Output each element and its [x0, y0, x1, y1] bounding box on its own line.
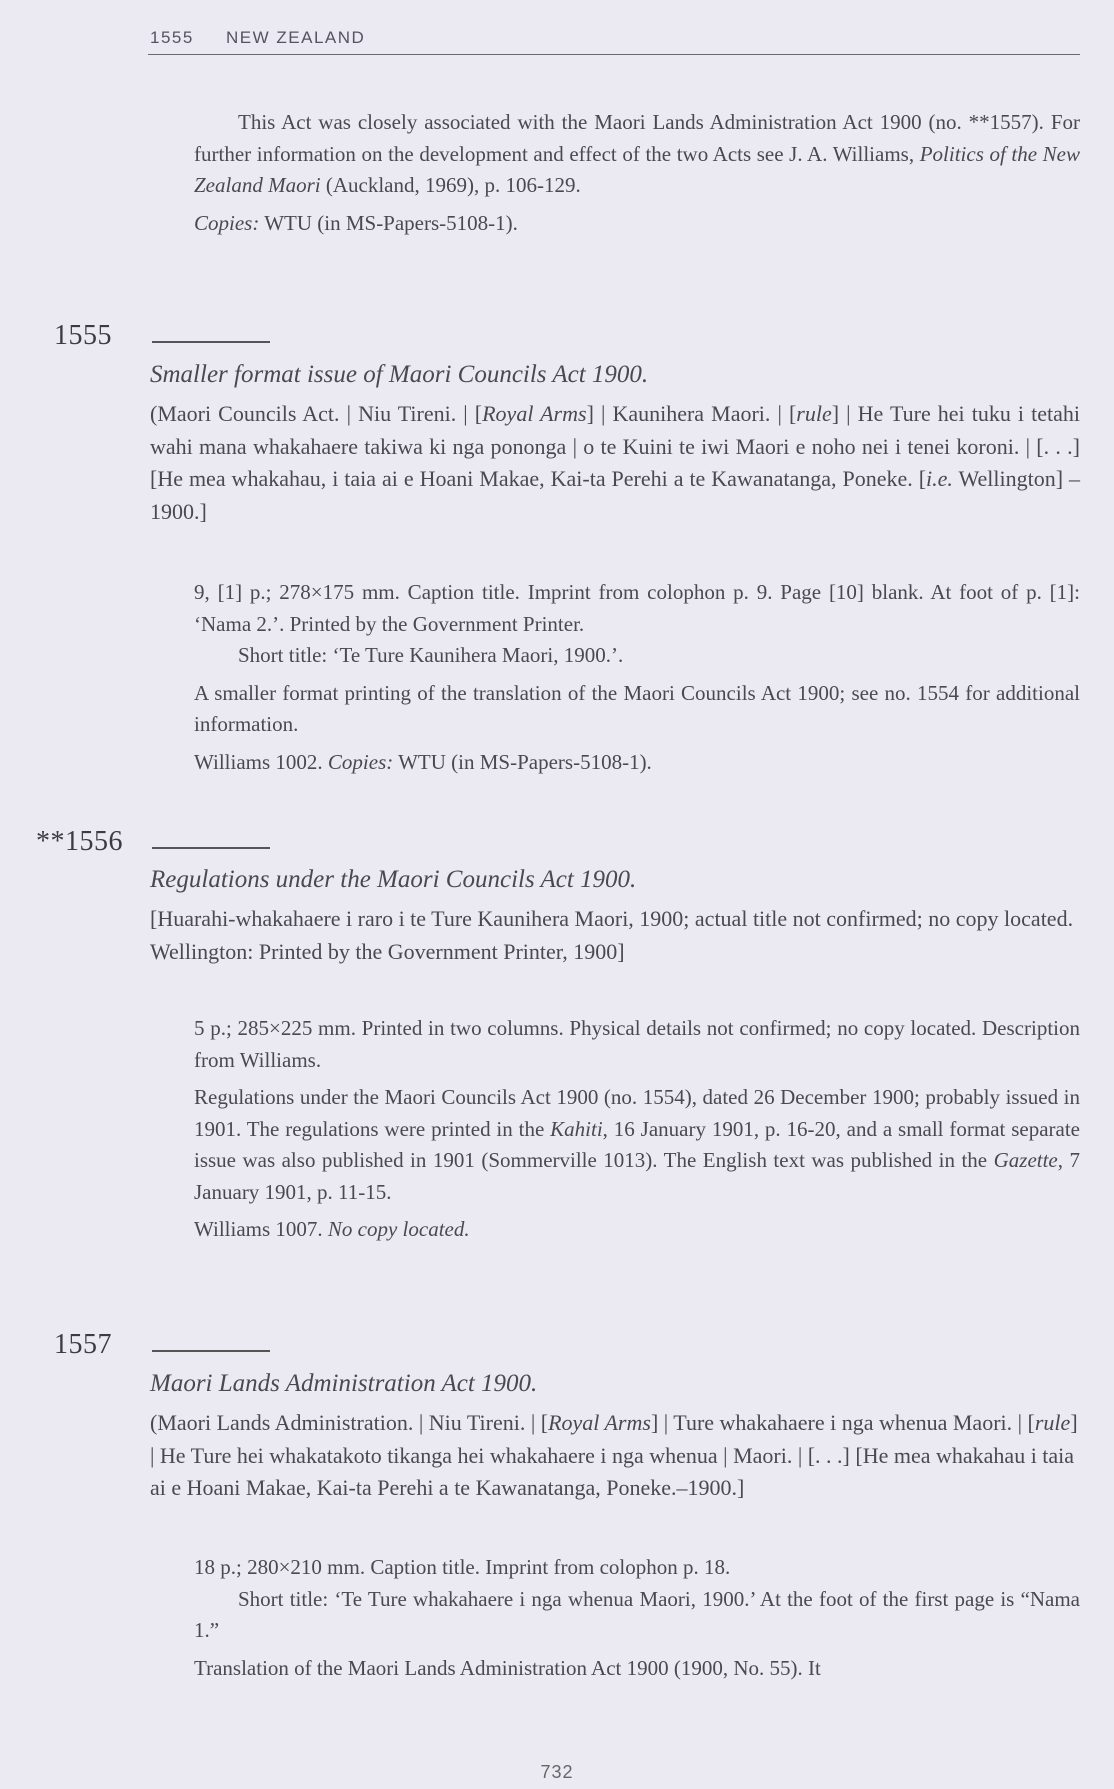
entry-rule: [152, 1350, 270, 1352]
header-section: NEW ZEALAND: [226, 28, 366, 47]
italic-run: Royal Arms: [548, 1410, 651, 1435]
text-run: (Auckland, 1969), p. 106-129.: [320, 173, 581, 197]
text-run: Williams 1002.: [194, 749, 328, 774]
italic-run: rule: [1034, 1410, 1071, 1435]
text-run: ] | He Ture hei whakatakoto tikanga hei whakahaere i nga whenua | Maori. | [. . .] [He mea whakahau i taia ai e Hoani Makae, Kai-ta Perehi a te Kawanatanga, Poneke.–1900.]: [150, 1410, 1078, 1500]
text-run: Wellington] –1900.]: [150, 466, 1080, 524]
entry-transcript: [150, 903, 1080, 968]
entry-details: [194, 1552, 1080, 1684]
italic-run: Copies:: [194, 210, 260, 235]
entry-transcript: [150, 398, 1080, 528]
intro-copies: [194, 208, 1080, 240]
text-run: This Act was closely associated with the Maori Lands Administration Act 1900 (no. **1557). For further information on the development and effect of the two Acts see J. A. Williams,: [194, 110, 1080, 166]
entry-refs: [194, 747, 1080, 779]
entry-details: [194, 1013, 1080, 1246]
italic-run: No copy located.: [327, 1217, 470, 1241]
text-run: ] | Ture whakahaere i nga whenua Maori. | [: [650, 1410, 1035, 1435]
entry-details: [194, 577, 1080, 778]
running-header: [148, 26, 1080, 55]
entry-title: Smaller format issue of Maori Councils Act 1900.: [150, 361, 649, 388]
italic-run: Royal Arms: [482, 401, 587, 426]
text-run: [Huarahi-whakahaere i raro i te Ture Kaunihera Maori, 1900; actual title not confirmed; no copy located. Wellington: Printed by the Government Printer, 1900]: [150, 906, 1074, 964]
entry-physical: 9, [1] p.; 278×175 mm. Caption title. Imprint from colophon p. 9. Page [10] blank. At foot of p. [1]: ‘Nama 2.’. Printed by the Government Printer.: [194, 580, 1080, 636]
text-run: ] | He Ture hei tuku i tetahi wahi mana whakahaere takiwa ki nga pononga | o te Kuini te iwi Maori e noho nei i tenei koroni. | [. . .] [He mea whakahau, i taia ai e Hoani Makae, Kai-ta Perehi a te Kawanatanga, Poneke. [: [150, 401, 1080, 491]
entry-short-title: Short title: ‘Te Ture Kaunihera Maori, 1900.’.: [238, 643, 624, 667]
text-run: Regulations under the Maori Councils Act 1900 (no. 1554), dated 26 December 1900; probably issued in 1901. The regulations were printed in the: [194, 1085, 1080, 1141]
italic-run: Gazette: [993, 1148, 1058, 1172]
italic-run: rule: [796, 401, 832, 426]
entry-note: Translation of the Maori Lands Administration Act 1900 (1900, No. 55). It: [194, 1655, 821, 1680]
entry-number: 1555: [54, 320, 112, 351]
entry-rule: [152, 847, 270, 849]
entry-title: Maori Lands Administration Act 1900.: [150, 1370, 538, 1397]
entry-short-title: Short title: ‘Te Ture whakahaere i nga whenua Maori, 1900.’ At the foot of the first page is “Nama 1.”: [194, 1586, 1080, 1642]
italic-run: Politics of the New Zealand Maori: [194, 141, 1081, 197]
page-footer-number: 732: [540, 1762, 574, 1782]
text-run: ] | Kaunihera Maori. | [: [586, 401, 797, 426]
text-run: (Maori Councils Act. | Niu Tireni. | [: [150, 401, 483, 426]
entry-number: 1557: [54, 1329, 112, 1360]
entry-note: A smaller format printing of the translation of the Maori Councils Act 1900; see no. 1554 for additional information.: [194, 680, 1080, 736]
entry-rule: [152, 341, 270, 343]
entry-physical: 5 p.; 285×225 mm. Printed in two columns. Physical details not confirmed; no copy located. Description from Williams.: [194, 1016, 1080, 1072]
entry-physical: 18 p.; 280×210 mm. Caption title. Imprint from colophon p. 18.: [194, 1555, 731, 1579]
italic-run: i.e.: [926, 466, 953, 491]
intro-paragraph: [194, 107, 1080, 202]
italic-run: Kahiti: [550, 1116, 603, 1141]
entry-title: Regulations under the Maori Councils Act 1900.: [150, 866, 637, 893]
text-run: WTU (in MS-Papers-5108-1).: [393, 749, 652, 774]
text-run: WTU (in MS-Papers-5108-1).: [259, 210, 518, 235]
entry-transcript: [150, 1407, 1080, 1505]
text-run: , 7 January 1901, p. 11-15.: [194, 1148, 1080, 1204]
header-page-number: 1555: [150, 28, 194, 47]
text-run: Williams 1007.: [194, 1217, 328, 1241]
intro-block: [194, 107, 1080, 239]
text-run: , 16 January 1901, p. 16-20, and a small format separate issue was also published in 1901 (Sommerville 1013). The English text was published in the: [194, 1116, 1081, 1172]
entry-note: [194, 1082, 1080, 1208]
text-run: (Maori Lands Administration. | Niu Tireni. | [: [150, 1410, 549, 1435]
italic-run: Copies:: [327, 749, 394, 774]
entry-number: **1556: [36, 826, 123, 857]
entry-refs: [194, 1214, 1080, 1246]
